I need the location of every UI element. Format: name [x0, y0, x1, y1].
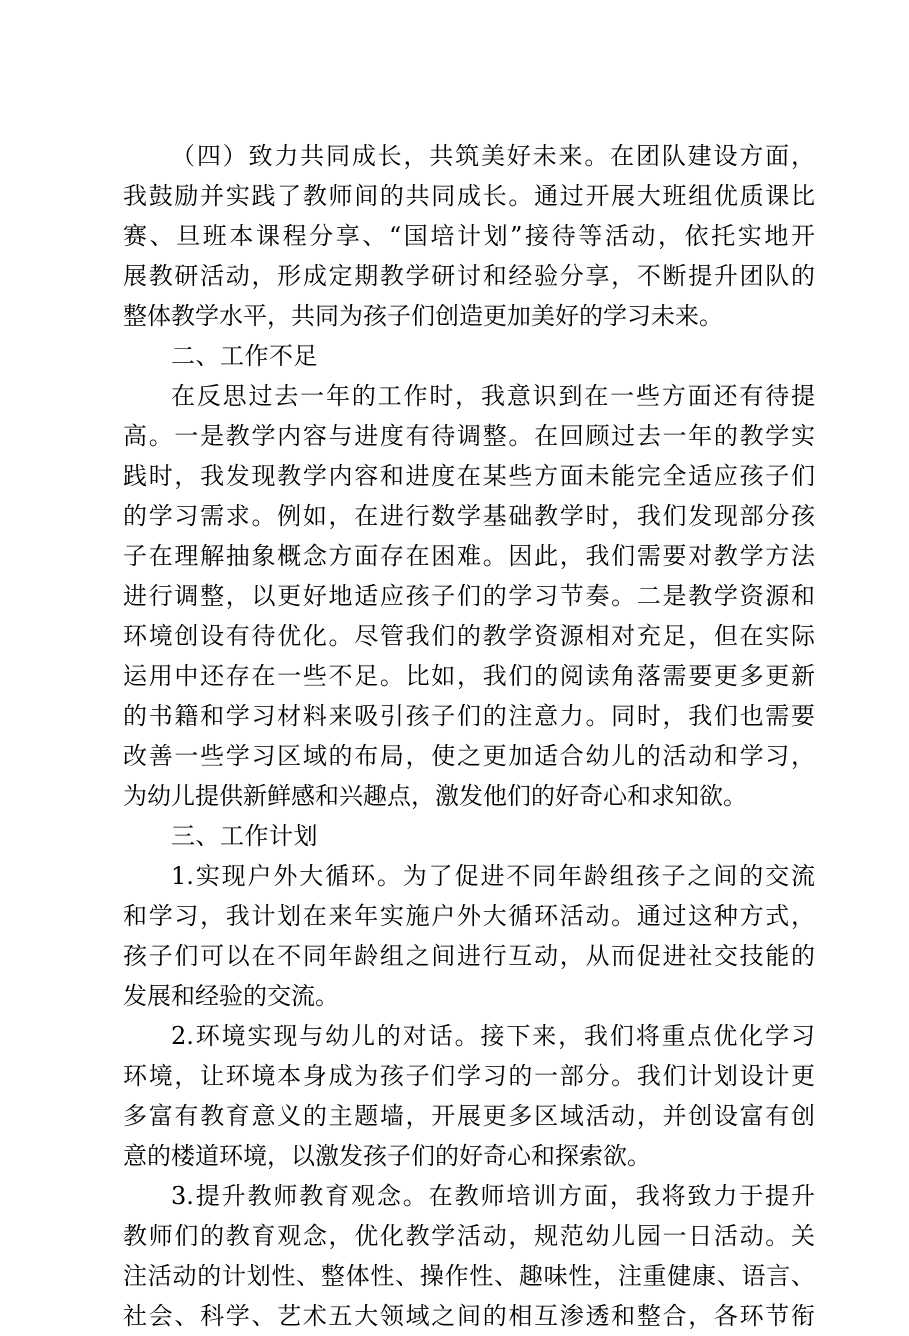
text-line: 2.环境实现与幼儿的对话。接下来，我们将重点优化学习 — [171, 1022, 815, 1050]
text-line: 进行调整，以更好地适应孩子们的学习节奏。二是教学资源和 — [123, 582, 815, 610]
text-line: 环境，让环境本身成为孩子们学习的一部分。我们计划设计更 — [123, 1062, 815, 1090]
text-line: 教师们的教育观念，优化教学活动，规范幼儿园一日活动。关 — [123, 1222, 815, 1250]
text-line: 注活动的计划性、整体性、操作性、趣味性，注重健康、语言、 — [123, 1262, 815, 1290]
section-heading: 二、工作不足 — [171, 342, 318, 370]
document-body — [123, 136, 815, 1336]
text-line: 为幼儿提供新鲜感和兴趣点，激发他们的好奇心和求知欲。 — [123, 782, 747, 810]
text-line: 发展和经验的交流。 — [123, 982, 339, 1010]
text-line: 和学习，我计划在来年实施户外大循环活动。通过这种方式， — [123, 902, 815, 930]
text-line: 整体教学水平，共同为孩子们创造更加美好的学习未来。 — [123, 302, 723, 330]
text-line: 高。一是教学内容与进度有待调整。在回顾过去一年的教学实 — [123, 422, 815, 450]
text-line: （四）致力共同成长，共筑美好未来。在团队建设方面， — [171, 142, 815, 170]
text-line: 3.提升教师教育观念。在教师培训方面，我将致力于提升 — [171, 1182, 815, 1210]
text-line: 社会、科学、艺术五大领域之间的相互渗透和整合，各环节衔 — [123, 1302, 815, 1330]
text-line: 展教研活动，形成定期教学研讨和经验分享，不断提升团队的 — [123, 262, 815, 290]
text-line: 的学习需求。例如，在进行数学基础教学时，我们发现部分孩 — [123, 502, 815, 530]
text-line: 1.实现户外大循环。为了促进不同年龄组孩子之间的交流 — [171, 862, 815, 890]
text-line: 的书籍和学习材料来吸引孩子们的注意力。同时，我们也需要 — [123, 702, 815, 730]
text-line: 赛、旦班本课程分享、“国培计划”接待等活动，依托实地开 — [123, 222, 815, 250]
text-line: 运用中还存在一些不足。比如，我们的阅读角落需要更多更新 — [123, 662, 815, 690]
text-line: 改善一些学习区域的布局，使之更加适合幼儿的活动和学习， — [123, 742, 815, 770]
text-line: 在反思过去一年的工作时，我意识到在一些方面还有待提 — [171, 382, 815, 410]
text-line: 践时，我发现教学内容和进度在某些方面未能完全适应孩子们 — [123, 462, 815, 490]
text-line: 环境创设有待优化。尽管我们的教学资源相对充足，但在实际 — [123, 622, 815, 650]
section-heading: 三、工作计划 — [171, 822, 318, 850]
text-line: 意的楼道环境，以激发孩子们的好奇心和探索欲。 — [123, 1142, 651, 1170]
text-line: 多富有教育意义的主题墙，开展更多区域活动，并创设富有创 — [123, 1102, 815, 1130]
text-line: 子在理解抽象概念方面存在困难。因此，我们需要对教学方法 — [123, 542, 815, 570]
text-line: 孩子们可以在不同年龄组之间进行互动，从而促进社交技能的 — [123, 942, 815, 970]
text-line: 我鼓励并实践了教师间的共同成长。通过开展大班组优质课比 — [123, 182, 815, 210]
